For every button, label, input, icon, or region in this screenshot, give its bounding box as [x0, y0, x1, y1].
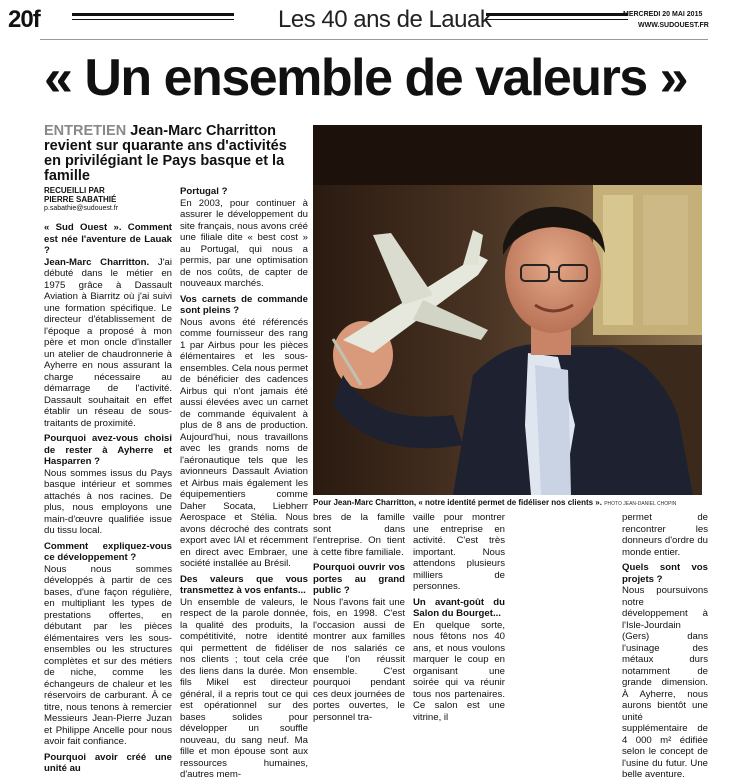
intro-text: Jean-Marc Charritton revient sur quarante ans d'activités en privilégiant le Pays basque et la famille	[44, 123, 287, 184]
paragraph-text: En quelque sorte, nous fêtons nos 40 ans, et nous voulons marquer le coup en organisant une soirée qui va réunir tous nos partenaires. Ce salon est une vitrine, il	[413, 619, 505, 723]
paragraph-text: Nous sommes issus du Pays basque intérieur et sommes attachés à nos racines. De plus, nous employons une main-d'œuvre qualifiée issue du tissu local.	[44, 467, 172, 536]
interview-question	[44, 222, 172, 257]
divider	[40, 39, 708, 40]
interview-question	[313, 562, 405, 597]
paragraph-text: Pourquoi avez-vous choisi de rester à Ayherre et Hasparren ?	[44, 433, 172, 467]
header-rule	[72, 19, 234, 20]
interview-answer	[44, 257, 172, 430]
paragraph-text: « Sud Ouest ». Comment est née l'aventure de Lauak ?	[44, 222, 172, 256]
interview-answer	[413, 620, 505, 724]
interview-answer	[180, 198, 308, 290]
interview-answer	[622, 512, 708, 558]
byline	[44, 186, 174, 213]
header-rule	[486, 19, 628, 20]
issue-date: MERCREDI 20 MAI 2015	[623, 11, 703, 18]
interview-question	[44, 433, 172, 468]
website-url: WWW.SUDOUEST.FR	[638, 22, 709, 29]
interview-answer	[180, 317, 308, 570]
photo-credit: PHOTO JEAN-DANIEL CHOPIN	[604, 501, 677, 507]
paragraph-text: vaille pour montrer une entreprise en activité. C'est très important. Nous attendons plusieurs milliers de personnes.	[413, 512, 505, 592]
intro	[44, 124, 306, 184]
header-rule	[486, 13, 628, 16]
byline-author: PIERRE SABATHIÉ	[44, 195, 117, 204]
paragraph-text: Vos carnets de commande sont pleins ?	[180, 293, 308, 316]
paragraph-text: permet de rencontrer les donneurs d'ordre du monde entier.	[622, 512, 708, 558]
paragraph-text: bres de la famille sont dans l'entreprise. On tient à cette fibre familiale.	[313, 512, 405, 558]
paragraph-text: J'ai débuté dans le métier en 1975 grâce à Dassault Aviation à Biarritz où j'ai suivi une formation spécifique. Le directeur d'établissement de l'époque a proposé à mon père et mon oncle d'installer un atelier de chaudronnerie à Ayherre en nous assurant la charge nécessaire au démarrage de l'activité. Dassault souhaitait en effet établir un réseau de sous-traitants de proximité.	[44, 256, 173, 429]
section-rubric: Les 40 ans de Lauak	[278, 6, 492, 33]
byline-email: p.sabathie@sudouest.fr	[44, 205, 119, 212]
paragraph-text: Nous l'avons fait une fois, en 1998. C'est l'occasion aussi de montrer aux familles de nos salariés ce que l'on réussit ensemble. C'est pourquoi pendant ces deux journées de portes ouvertes, le personnel tra-	[313, 596, 405, 723]
paragraph-text: Des valeurs que vous transmettez à vos enfants...	[180, 573, 308, 596]
paragraph-text: Quels sont vos projets ?	[622, 562, 708, 585]
interview-question	[44, 541, 172, 564]
article-column-6	[622, 512, 708, 781]
interview-answer	[413, 512, 505, 593]
byline-label: RECUEILLI PAR	[44, 186, 105, 195]
paragraph-text: Nous avons été référencés comme fournisseur des rang 1 par Airbus pour les pièces élémentaires et les sous-ensembles. Cela nous permet de bénéficier des cadences Airbus qui n'ont jamais été aussi élevées avec un carnet de commande équivalent à plus de 8 ans de production. Aujourd'hui, nous travaillons avec les grands noms de l'aéronautique tels que les avionneurs Dassault Aviation et Airbus mais également les équipementiers comme Daher Socata, Liebherr Aerospace et Stélia. Nous avons décroché des contrats export avec IAI et récemment en direct avec Embraer, une société installée au Brésil.	[180, 316, 308, 569]
paragraph-text: Pourquoi avoir créé une unité au	[44, 751, 172, 774]
paragraph-text: Comment expliquez-vous ce développement ?	[44, 540, 172, 563]
article-photo	[313, 125, 702, 495]
paragraph-text: Portugal ?	[180, 186, 228, 197]
page-number: 20f	[8, 6, 40, 33]
interview-answer	[44, 564, 172, 748]
interview-answer	[313, 597, 405, 724]
headline: « Un ensemble de valeurs »	[44, 49, 688, 107]
interview-question	[622, 562, 708, 585]
article-column-1	[44, 222, 172, 775]
caption-text: Pour Jean-Marc Charritton, « notre identité permet de fidéliser nos clients ».	[313, 498, 605, 507]
photo-caption	[313, 498, 708, 507]
paragraph-text: Nous poursuivons notre développement à l'Isle-Jourdain (Gers) dans l'usinage des métaux durs notamment de grande dimension. À Ayherre, nous aurons bientôt une unité supplémentaire de 4 000 m² édifiée selon le concept de l'usine du futur. Une belle aventure.	[622, 585, 708, 780]
interview-question	[44, 752, 172, 775]
interview-answer	[44, 468, 172, 537]
article-column-2	[180, 186, 308, 781]
intro-tag: ENTRETIEN	[44, 123, 127, 139]
interview-question	[413, 597, 505, 620]
paragraph-text: Pourquoi ouvrir vos portes au grand public ?	[313, 562, 405, 596]
paragraph-text: Un ensemble de valeurs, le respect de la parole donnée, la qualité des produits, la compétitivité, notre identité qui permettent de fidéliser nos clients ; tout cela crée des liens dans la durée. Mon fils Mikel est directeur général, il a repris tout ce qui est opérationnel sur des bases solides pour développer un souffle nouveau, du sang neuf. Ma fille et mon épouse sont aux ressources humaines, d'autres mem-	[180, 596, 308, 780]
paragraph-text: Un avant-goût du Salon du Bourget...	[413, 596, 505, 619]
article-column-3	[313, 512, 405, 723]
interview-question	[180, 186, 308, 198]
paragraph-text: Nous nous sommes développés à partir de ces bases, d'une façon régulière, en multipliant les types de prestations offertes, en débutant par les pièces élémentaires vers les sous-ensembles ou les structures complètes et sur des métiers de niche, comme les échangeurs de chaleur et les réservoirs de carburant. À ce titre, nous tenons à remercier Messieurs Jean-Pierre Juzan et Philippe Ancelle pour nous avoir fait confiance.	[44, 563, 172, 747]
interview-question	[180, 574, 308, 597]
interview-question	[180, 294, 308, 317]
interview-answer	[180, 597, 308, 781]
interview-answer	[622, 585, 708, 781]
paragraph-text: En 2003, pour continuer à assurer le développement du site français, nous avons créé une filiale dite « best cost » au Portugal, qui nous a permis, par une optimisation de nos coûts, de capter de nouveaux marchés.	[180, 197, 308, 289]
speaker-name: Jean-Marc Charritton.	[44, 256, 150, 268]
article-column-4	[413, 512, 505, 723]
interview-answer	[313, 512, 405, 558]
header-rule	[72, 13, 234, 16]
